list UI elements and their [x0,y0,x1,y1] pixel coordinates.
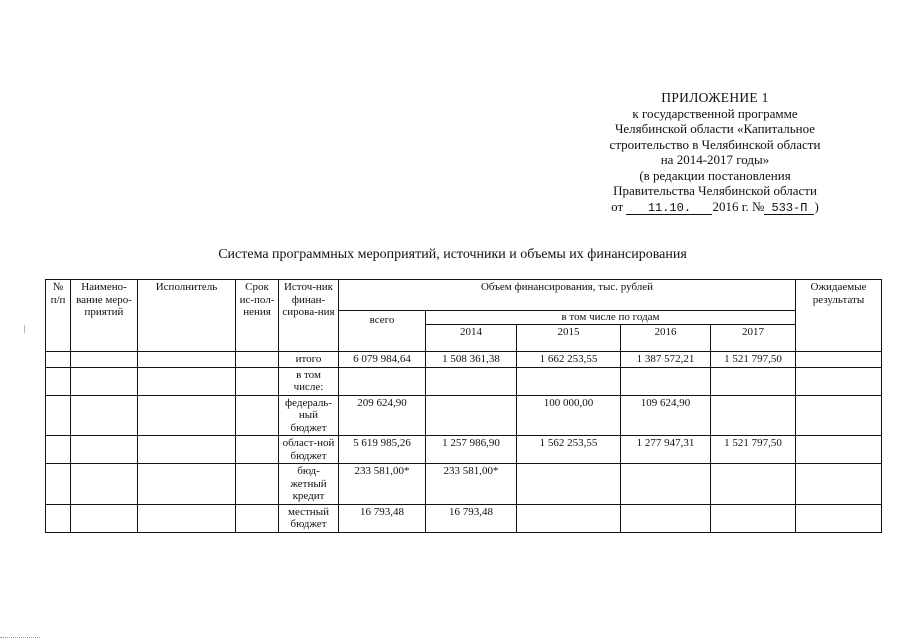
appendix-line-6: (в редакции постановления [639,167,791,183]
header-term: Срок ис-пол-нения [236,280,279,352]
number-fill: 533-П [764,202,814,215]
cell-2014: 16 793,48 [426,504,517,532]
table-row-including [46,367,882,395]
header-num: № п/п [46,280,71,352]
cell-2017: 1 521 797,50 [711,436,796,464]
appendix-header [560,90,870,215]
cell-total: 233 581,00* [339,464,426,505]
year-text: 2016 г. № [712,198,765,214]
appendix-title: ПРИЛОЖЕНИЕ 1 [661,90,769,105]
cell-name [71,352,138,368]
header-executor: Исполнитель [138,280,236,352]
table-row-federal [46,395,882,436]
cell-2015 [517,464,621,505]
cell-total: 209 624,90 [339,395,426,436]
cell-source: местный бюджет [279,504,339,532]
cell-num [46,436,71,464]
cell-term [236,367,279,395]
cell-2015: 1 662 253,55 [517,352,621,368]
cell-2015: 100 000,00 [517,395,621,436]
cell-executor [138,367,236,395]
cell-2016: 1 277 947,31 [621,436,711,464]
cell-name [71,367,138,395]
cell-num [46,464,71,505]
cell-results [796,464,882,505]
cell-term [236,436,279,464]
header-results: Ожидаемые результаты [796,280,882,352]
cell-source: итого [279,352,339,368]
header-row-1 [46,280,882,311]
cell-executor [138,464,236,505]
header-year-2017: 2017 [711,325,796,352]
header-year-2014: 2014 [426,325,517,352]
cell-2017 [711,395,796,436]
cell-source: бюд-жетный кредит [279,464,339,505]
header-source: Источ-ник финан-сирова-ния [279,280,339,352]
cell-total: 6 079 984,64 [339,352,426,368]
header-volume: Объем финансирования, тыс. рублей [339,280,796,311]
appendix-line-5: на 2014-2017 годы» [660,152,770,167]
cell-results [796,504,882,532]
cell-2014 [426,395,517,436]
cell-results [796,395,882,436]
table-row-local [46,504,882,532]
cell-2015 [517,504,621,532]
cell-executor [138,436,236,464]
cell-2017: 1 521 797,50 [711,352,796,368]
header-by-years: в том числе по годам [426,311,796,325]
cell-num [46,395,71,436]
cell-term [236,464,279,505]
cell-name [71,464,138,505]
cell-results [796,436,882,464]
appendix-line-3: Челябинской области «Капитальное [614,121,816,136]
cell-term [236,504,279,532]
cell-2016 [621,504,711,532]
cell-num [46,367,71,395]
cell-total [339,367,426,395]
cell-results [796,367,882,395]
cell-total: 16 793,48 [339,504,426,532]
cell-executor [138,352,236,368]
cell-2015 [517,367,621,395]
scan-mark [24,325,25,333]
table-row-total [46,352,882,368]
cell-total: 5 619 985,26 [339,436,426,464]
cell-2015: 1 562 253,55 [517,436,621,464]
header-name: Наимено-вание меро-приятий [71,280,138,352]
cell-2014: 1 257 986,90 [426,436,517,464]
header-total: всего [339,311,426,352]
cell-2014 [426,367,517,395]
appendix-line-4: строительство в Челябинской области [609,136,821,152]
cell-2016: 1 387 572,21 [621,352,711,368]
cell-term [236,395,279,436]
cell-2016 [621,464,711,505]
page-title: Система программных мероприятий, источники и объемы их финансирования [218,247,687,262]
cell-num [46,352,71,368]
date-fill: 11.10. [626,202,712,215]
cell-2016 [621,367,711,395]
cell-source: област-ной бюджет [279,436,339,464]
header-year-2015: 2015 [517,325,621,352]
cell-2017 [711,464,796,505]
cell-name [71,504,138,532]
table-row-regional [46,436,882,464]
appendix-date-line [560,199,870,215]
cell-source: в том числе: [279,367,339,395]
cell-2017 [711,367,796,395]
cell-2016: 109 624,90 [621,395,711,436]
financing-table [45,279,882,533]
cell-2014: 233 581,00* [426,464,517,505]
cell-source: федераль-ный бюджет [279,395,339,436]
from-word: от [611,198,624,214]
close-paren: ) [814,198,819,214]
cell-name [71,436,138,464]
cell-executor [138,504,236,532]
cell-name [71,395,138,436]
cell-term [236,352,279,368]
cell-2017 [711,504,796,532]
cell-2014: 1 508 361,38 [426,352,517,368]
table-row-credit [46,464,882,505]
appendix-line-7: Правительства Челябинской области [613,183,817,198]
cell-results [796,352,882,368]
cell-executor [138,395,236,436]
appendix-line-2: к государственной программе [632,105,798,121]
cell-num [46,504,71,532]
header-year-2016: 2016 [621,325,711,352]
